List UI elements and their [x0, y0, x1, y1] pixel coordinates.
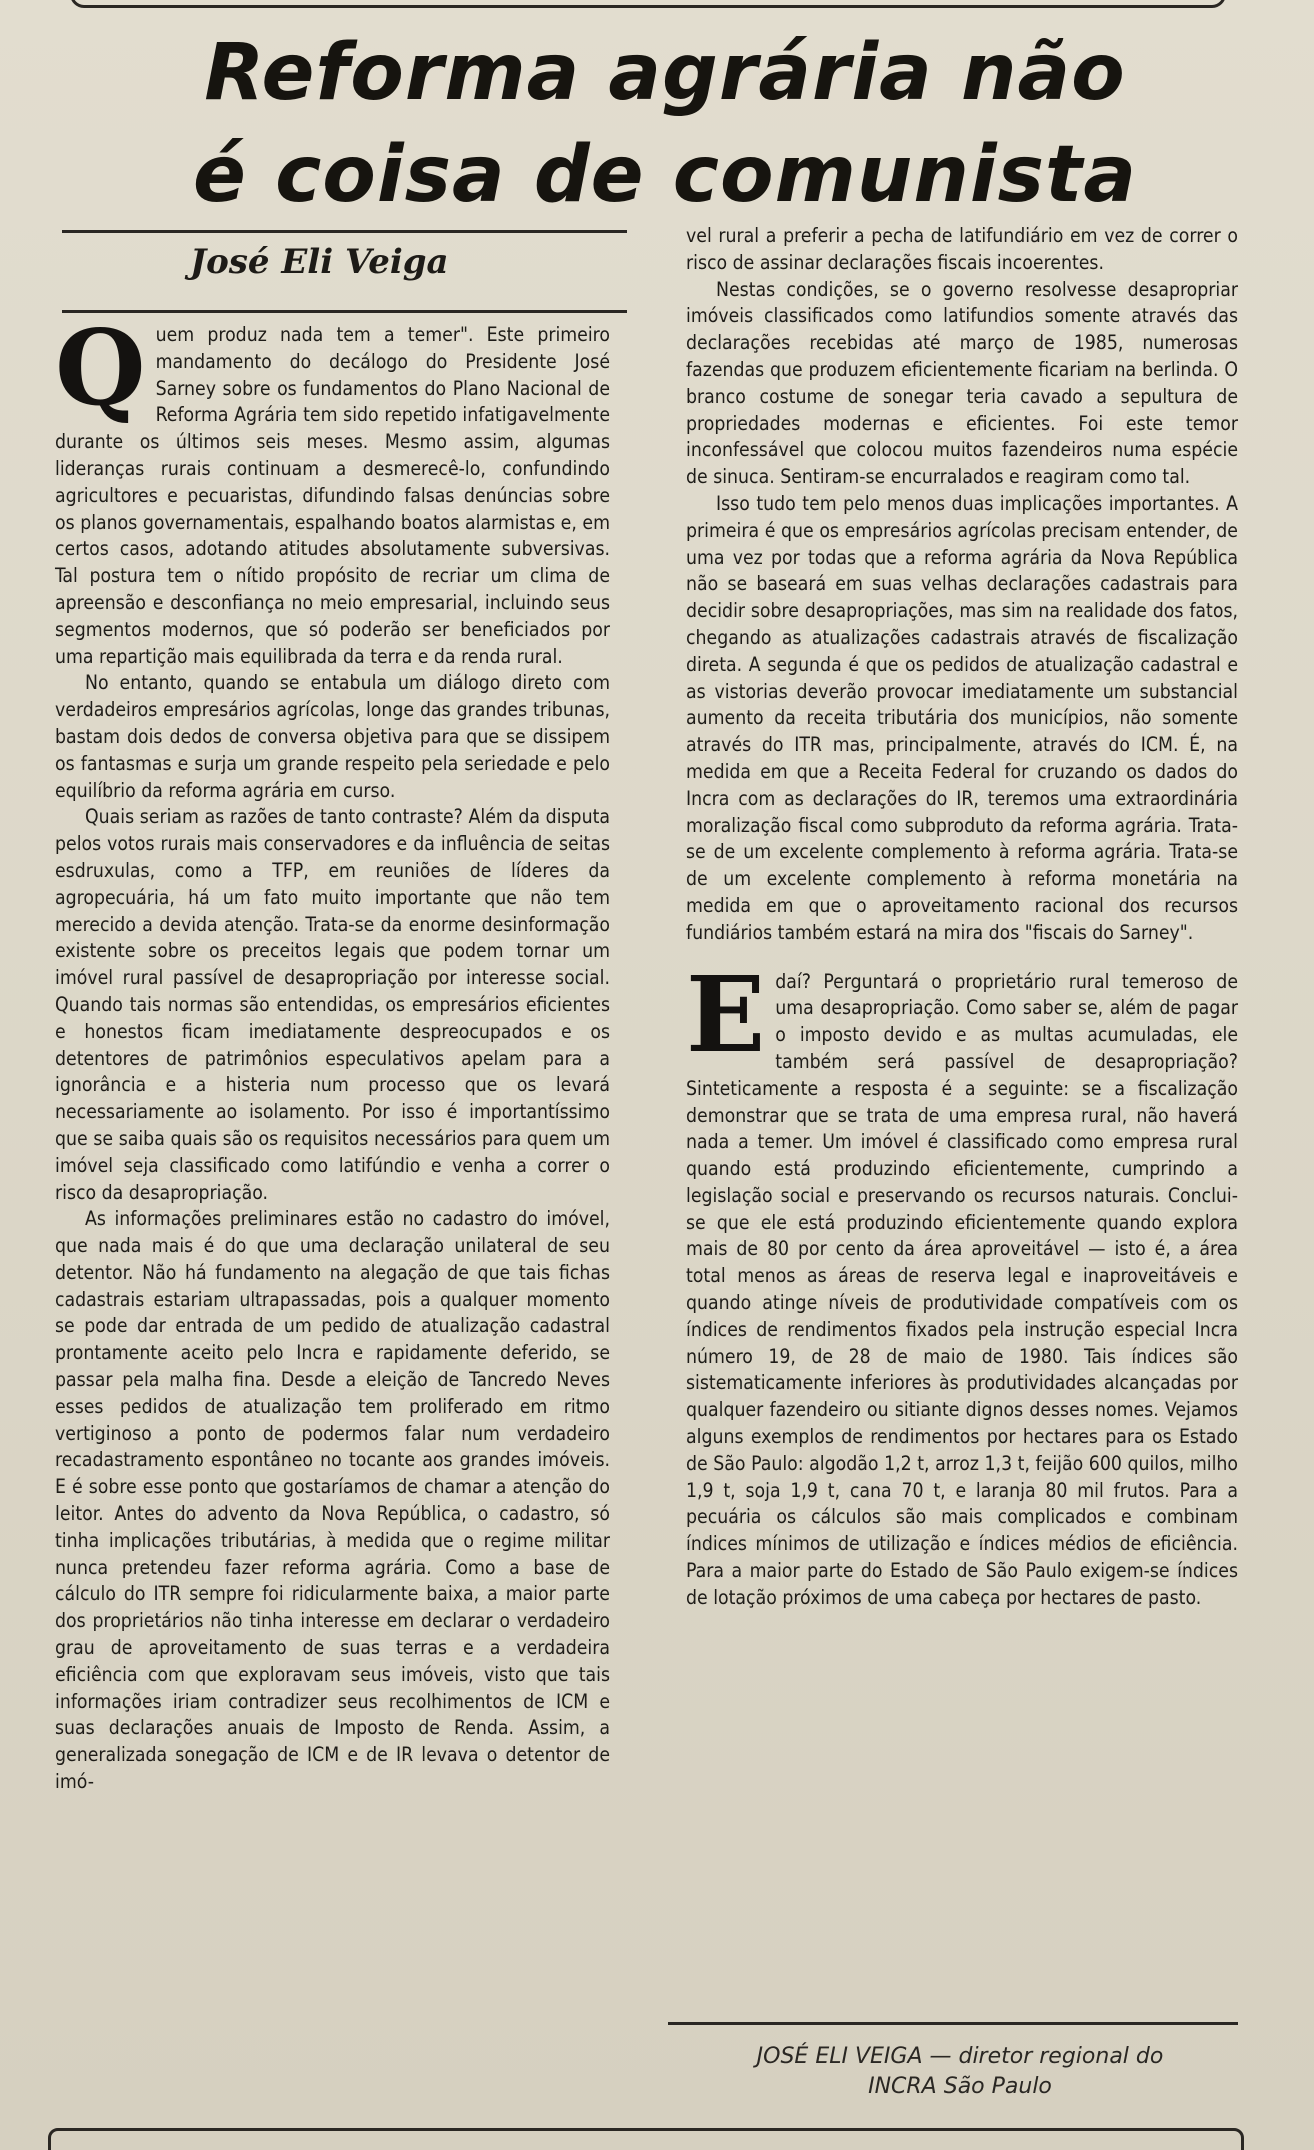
author-note-line-2: INCRA São Paulo [868, 2074, 1052, 2099]
paragraph-8-text: daí? Perguntará o proprietário rural temeroso de uma desapropriação. Como saber se, além de pagar o imposto devido e as multas acumuladas, ele também será passível de desapropriação? Sinteticamente a resposta é a seguinte: se a fiscalização demonstrar que se trata de uma empresa rural, não haverá nada a temer. Um imóvel é classificado como empresa rural quando está produzindo eficientemente, cumprindo a legislação social e preservando os recursos naturais. Conclui-se que ele está produzindo eficientemente quando explora mais de 80 por cento da área aproveitável — isto é, a área total menos as áreas de reserva legal e inaproveitáveis e quando atinge níveis de produtividade compatíveis com os índices de rendimentos fixados pela instrução especial Incra número 19, de 28 de maio de 1980. Tais índices são sistematicamente inferiores às produtividades alcançadas por qualquer fazendeiro ou sitiante dignos desses nomes. Vejamos alguns exemplos de rendimentos por hectares para os Estado de São Paulo: algodão 1,2 t, arroz 1,3 t, feijão 600 quilos, milho 1,9 t, soja 1,9 t, cana 70 t, e laranja 80 mil frutos. Para a pecuária os cálculos são mais complicados e combinam índices mínimos de utilização e índices médios de eficiência. Para a maior parte do Estado de São Paulo exigem-se índices de lotação próximos de uma cabeça por hectares de pasto. [686, 969, 1238, 1609]
drop-cap-e: E [686, 952, 766, 1076]
paragraph-8 [686, 952, 1238, 1612]
paragraph-6: Nestas condições, se o governo resolvesse desapropriar imóveis classificados como latifundios somente através das declarações recebidas até março de 1985, numerosas fazendas que produzem eficientemente ficariam na berlinda. O branco costume de sonegar teria cavado a sepultura de propriedades modernas e eficientes. Foi este temor inconfessável que colocou muitos fazendeiros numa espécie de sinuca. Sentiram-se encurralados e reagiram como tal. [686, 277, 1238, 489]
author-note-rule [668, 2022, 1238, 2025]
top-border-frame [70, 0, 1226, 8]
paragraph-7: Isso tudo tem pelo menos duas implicações importantes. A primeira é que os empresários agrícolas precisam entender, de uma vez por todas que a reforma agrária da Nova República não se baseará em suas velhas declarações cadastrais para decidir sobre desapropriações, mas sim na realidade dos fatos, chegando as atualizações cadastrais através de fiscalização direta. A segunda é que os pedidos de atualização cadastral e as vistorias deverão provocar imediatamente um substancial aumento da receita tributária dos municípios, não somente através do ITR mas, principalmente, através do ICM. É, na medida em que a Receita Federal for cruzando os dados do Incra com as declarações do IR, teremos uma extraordinária moralização fiscal como subproduto da reforma agrária. Trata-se de um excelente complemento à reforma agrária. Trata-se de um excelente complemento à reforma monetária na medida em que o aproveitamento racional dos recursos fundiários também estará na mira dos "fiscais do Sarney". [686, 491, 1238, 944]
drop-cap-q: Q [55, 306, 146, 429]
paragraph-5: vel rural a preferir a pecha de latifundiário em vez de correr o risco de assinar declarações fiscais incoerentes. [686, 224, 1238, 274]
byline-top-rule [62, 230, 627, 233]
section-gap [686, 947, 1238, 969]
author-note-line-1: JOSÉ ELI VEIGA — diretor regional do [756, 2044, 1164, 2069]
author-note [690, 2042, 1230, 2102]
article-column-right [686, 223, 1238, 1612]
paragraph-3: Quais seriam as razões de tanto contraste? Além da disputa pelos votos rurais mais conservadores e da influência de seitas esdruxulas, como a TFP, em reuniões de líderes da agropecuária, há um fato muito importante que não tem merecido a devida atenção. Trata-se da enorme desinformação existente sobre os preceitos legais que podem tornar um imóvel rural passível de desapropriação por interesse social. Quando tais normas são entendidas, os empresários eficientes e honestos ficam imediatamente despreocupados e os detentores de patrimônios especulativos apelam para a ignorância e a histeria num processo que os levará necessariamente ao isolamento. Por isso é importantíssimo que se saiba quais são os requisitos necessários para quem um imóvel seja classificado como latifúndio e venha a correr o risco da desapropriação. [55, 805, 610, 1204]
paragraph-1-text: uem produz nada tem a temer". Este primeiro mandamento do decálogo do Presidente José Sarney sobre os fundamentos do Plano Nacional de Reforma Agrária tem sido repetido infatigavelmente durante os últimos seis meses. Mesmo assim, algumas lideranças rurais continuam a desmerecê-lo, confundindo agricultores e pecuaristas, difundindo falsas denúncias sobre os planos governamentais, espalhando boatos alarmistas e, em certos casos, adotando atitudes absolutamente subversivas. Tal postura tem o nítido propósito de recriar um clima de apreensão e desconfiança no meio empresarial, incluindo seus segmentos modernos, que só poderão ser beneficiados por uma repartição mais equilibrada da terra e da renda rural. [55, 323, 610, 668]
paragraph-4: As informações preliminares estão no cadastro do imóvel, que nada mais é do que uma declaração unilateral de seu detentor. Não há fundamento na alegação de que tais fichas cadastrais estariam ultrapassadas, pois a qualquer momento se pode dar entrada de um pedido de atualização cadastral prontamente aceito pelo Incra e rapidamente deferido, se passar pela malha fina. Desde a eleição de Tancredo Neves esses pedidos de atualização tem proliferado em ritmo vertiginoso a ponto de podermos falar num verdadeiro recadastramento espontâneo no tocante aos grandes imóveis. E é sobre esse ponto que gostaríamos de chamar a atenção do leitor. Antes do advento da Nova República, o cadastro, só tinha implicações tributárias, à medida que o regime militar nunca pretendeu fazer reforma agrária. Como a base de cálculo do ITR sempre foi ridicularmente baixa, a maior parte dos proprietários não tinha interesse em declarar o verdadeiro grau de aproveitamento de suas terras e a verdadeira eficiência com que exploravam seus imóveis, visto que tais informações iriam contradizer seus recolhimentos de ICM e suas declarações anuais de Imposto de Renda. Assim, a generalizada sonegação de ICM e de IR levava o detentor de imó- [55, 1207, 610, 1794]
article-column-left [55, 306, 610, 1796]
paragraph-1 [55, 306, 610, 670]
byline: José Eli Veiga [190, 242, 449, 282]
bottom-border-frame [48, 2128, 1244, 2150]
headline-line-1: Reforma agrária não [204, 28, 1126, 118]
headline-line-2: é coisa de comunista [193, 130, 1137, 220]
byline-bottom-rule [62, 310, 627, 313]
paragraph-2: No entanto, quando se entabula um diálogo direto com verdadeiros empresários agrícolas, longe das grandes tribunas, bastam dois dedos de conversa objetiva para que se dissipem os fantasmas e surja um grande respeito pela seriedade e pelo equilíbrio da reforma agrária em curso. [55, 671, 610, 802]
headline [130, 22, 1200, 226]
